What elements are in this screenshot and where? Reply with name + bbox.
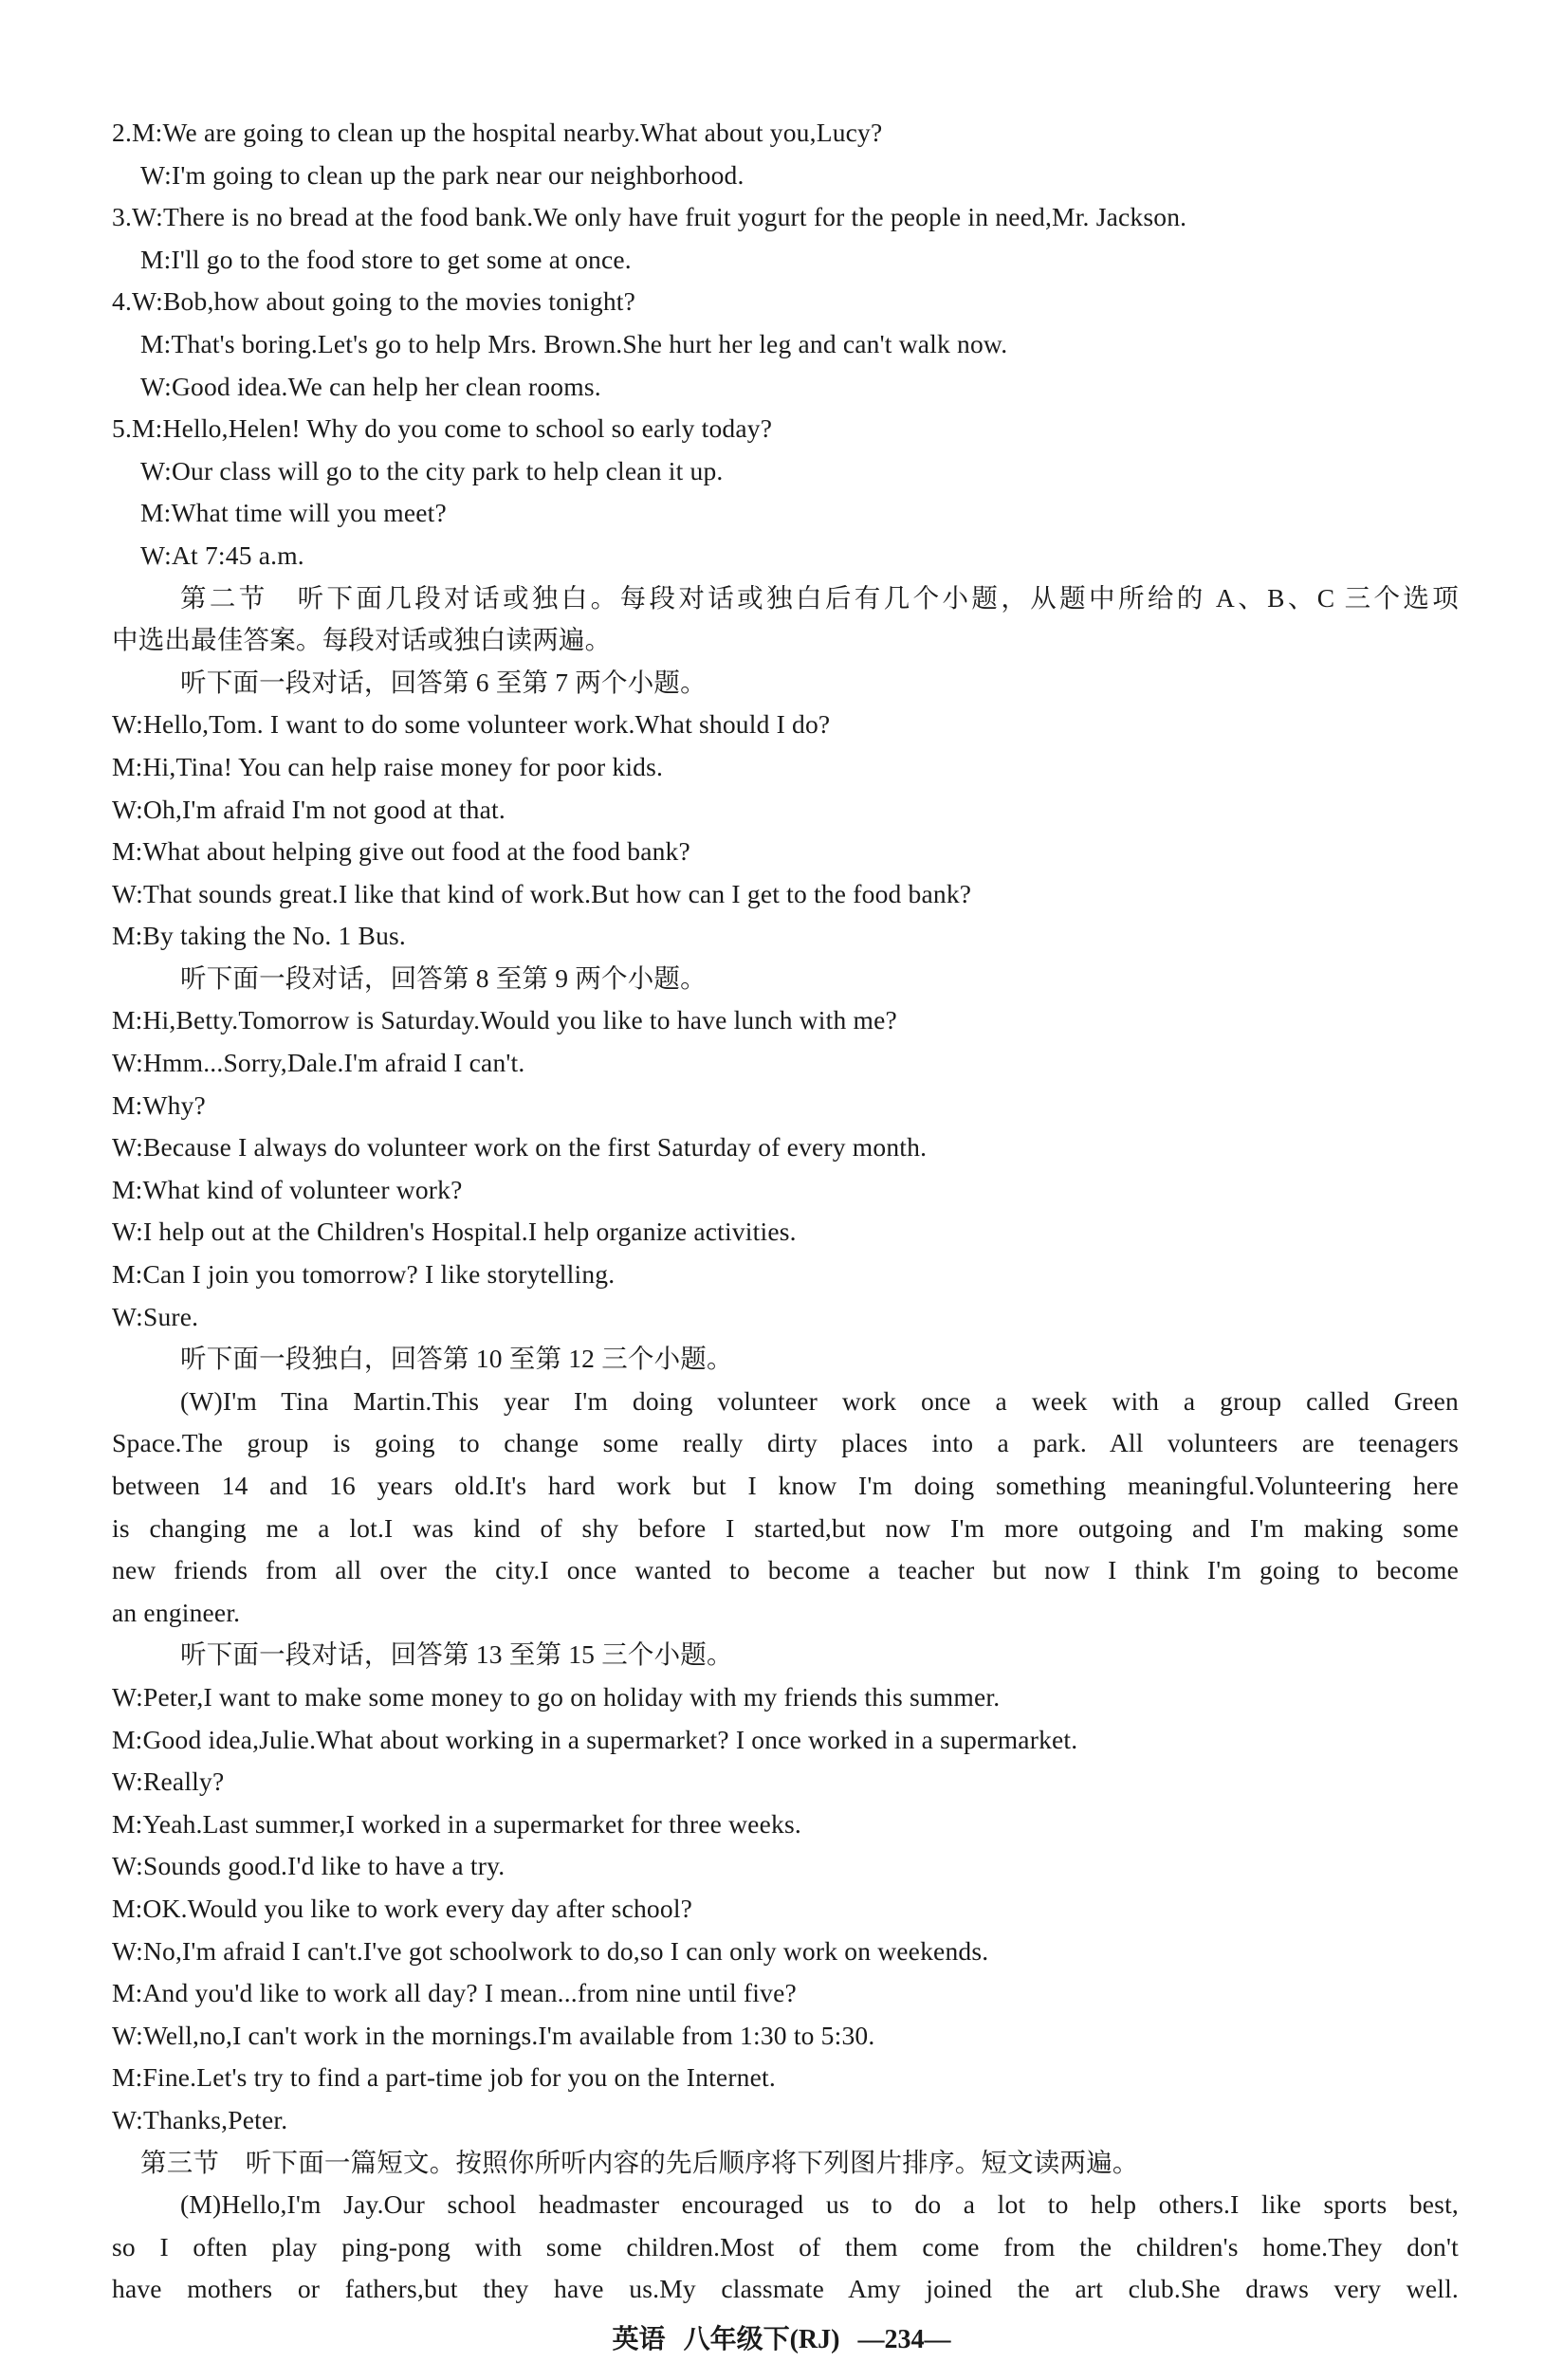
text-line: M:Yeah.Last summer,I worked in a supermarket for three weeks. bbox=[112, 1808, 801, 1839]
text-line: 听下面一段对话，回答第 6 至第 7 两个小题。 bbox=[180, 667, 707, 697]
text-line: W:That sounds great.I like that kind of work.But how can I get to the food bank? bbox=[112, 878, 972, 908]
text-line: M:What kind of volunteer work? bbox=[112, 1174, 463, 1204]
text-line: an engineer. bbox=[112, 1597, 241, 1627]
text-line: 中选出最佳答案。每段对话或独白读两遍。 bbox=[112, 625, 612, 655]
text-line: W:No,I'm afraid I can't.I've got schoolwork to do,so I can only work on weekends. bbox=[112, 1935, 989, 1966]
footer-subject: 英语 bbox=[612, 2325, 666, 2354]
text-line: W:Peter,I want to make some money to go on holiday with my friends this summer. bbox=[112, 1681, 1001, 1712]
text-line: M:That's boring.Let's go to help Mrs. Brown.She hurt her leg and can't walk now. bbox=[140, 328, 1008, 358]
text-line: W:Hmm...Sorry,Dale.I'm afraid I can't. bbox=[112, 1048, 525, 1078]
text-body bbox=[112, 112, 1459, 2311]
text-line: 听下面一段对话，回答第 13 至第 15 三个小题。 bbox=[180, 1639, 733, 1670]
text-line: 5.M:Hello,Helen! Why do you come to school so early today? bbox=[112, 413, 773, 444]
text-line: have mothers or fathers,but they have us.My classmate Amy joined the art club.She draws very well. bbox=[112, 2274, 1459, 2304]
text-line: 第二节 听下面几段对话或独白。每段对话或独白后有几个小题，从题中所给的 A、B、C 三个选项 bbox=[180, 582, 1459, 613]
text-line: M:What time will you meet? bbox=[140, 498, 447, 528]
text-line: M:Good idea,Julie.What about working in a supermarket? I once worked in a supermarket. bbox=[112, 1724, 1078, 1754]
text-line: 4.W:Bob,how about going to the movies tonight? bbox=[112, 286, 636, 317]
text-line: W:Because I always do volunteer work on the first Saturday of every month. bbox=[112, 1132, 928, 1163]
text-line: W:Thanks,Peter. bbox=[112, 2104, 288, 2134]
text-line: so I often play ping-pong with some children.Most of them come from the children's home.They don't bbox=[112, 2231, 1459, 2261]
text-line: Space.The group is going to change some really dirty places into a park. All volunteers are teenagers bbox=[112, 1428, 1459, 1458]
text-line: is changing me a lot.I was kind of shy before I started,but now I'm more outgoing and I'm making some bbox=[112, 1512, 1459, 1543]
text-line: 第三节 听下面一篇短文。按照你所听内容的先后顺序将下列图片排序。短文读两遍。 bbox=[140, 2147, 1139, 2177]
footer-grade: 八年级下(RJ) bbox=[683, 2325, 840, 2354]
text-line: M:Why? bbox=[112, 1089, 206, 1120]
text-line: M:By taking the No. 1 Bus. bbox=[112, 921, 406, 951]
text-line: new friends from all over the city.I once wanted to become a teacher but now I think I'm going to become bbox=[112, 1555, 1459, 1585]
text-line: (W)I'm Tina Martin.This year I'm doing volunteer work once a week with a group called Green bbox=[180, 1385, 1459, 1416]
text-line: W:Hello,Tom. I want to do some volunteer work.What should I do? bbox=[112, 709, 831, 740]
text-line: 2.M:We are going to clean up the hospital nearby.What about you,Lucy? bbox=[112, 118, 883, 147]
page-footer bbox=[0, 2321, 1563, 2359]
text-line: W:Our class will go to the city park to help clean it up. bbox=[140, 455, 724, 485]
text-line: 3.W:There is no bread at the food bank.We only have fruit yogurt for the people in need,Mr. Jackson. bbox=[112, 202, 1187, 232]
text-line: W:Really? bbox=[112, 1767, 225, 1797]
text-line: 听下面一段对话，回答第 8 至第 9 两个小题。 bbox=[180, 962, 707, 993]
text-line: W:Well,no,I can't work in the mornings.I'm available from 1:30 to 5:30. bbox=[112, 2020, 875, 2050]
text-line: W:At 7:45 a.m. bbox=[140, 540, 304, 570]
text-line: M:Hi,Betty.Tomorrow is Saturday.Would you like to have lunch with me? bbox=[112, 1005, 897, 1035]
text-line: M:Can I join you tomorrow? I like storytelling. bbox=[112, 1259, 616, 1290]
text-line: (M)Hello,I'm Jay.Our school headmaster encouraged us to do a lot to help others.I like sports best, bbox=[180, 2189, 1459, 2220]
footer-page-number: —234— bbox=[857, 2325, 951, 2354]
text-line: W:Oh,I'm afraid I'm not good at that. bbox=[112, 794, 506, 824]
text-line: M:OK.Would you like to work every day after school? bbox=[112, 1893, 693, 1923]
text-line: W:I help out at the Children's Hospital.I help organize activities. bbox=[112, 1217, 797, 1247]
text-line: M:I'll go to the food store to get some at once. bbox=[140, 244, 632, 274]
text-line: W:Sure. bbox=[112, 1301, 199, 1331]
text-line: W:I'm going to clean up the park near our neighborhood. bbox=[140, 159, 745, 190]
text-line: W:Sounds good.I'd like to have a try. bbox=[112, 1851, 506, 1881]
text-line: 听下面一段独白，回答第 10 至第 12 三个小题。 bbox=[180, 1344, 733, 1374]
text-line: M:Fine.Let's try to find a part-time job for you on the Internet. bbox=[112, 2062, 776, 2093]
text-line: W:Good idea.We can help her clean rooms. bbox=[140, 371, 601, 401]
text-line: between 14 and 16 years old.It's hard work but I know I'm doing something meaningful.Volunteering here bbox=[112, 1471, 1459, 1500]
text-line: M:Hi,Tina! You can help raise money for poor kids. bbox=[112, 751, 664, 781]
text-line: M:And you'd like to work all day? I mean...from nine until five? bbox=[112, 1978, 797, 2008]
text-line: M:What about helping give out food at the food bank? bbox=[112, 836, 690, 867]
